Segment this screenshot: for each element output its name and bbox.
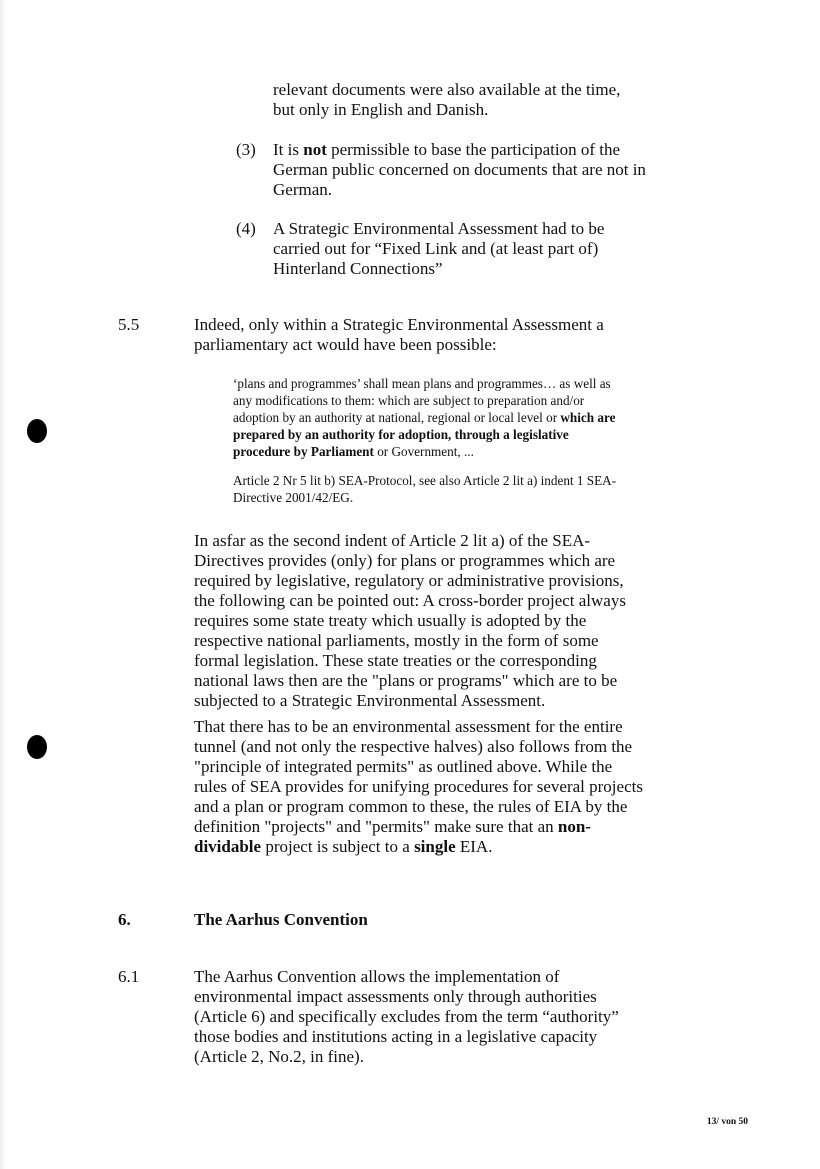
emphasis-bold: non-dividable	[194, 817, 591, 856]
page-number: 13/ von 50	[706, 1117, 748, 1127]
punch-hole-lower	[27, 735, 47, 759]
block-quote: ‘plans and programmes’ shall mean plans and programmes… as well as any modifications to them: which are subject to preparation and/or adoption by an authority at national, regional or local level or which are prepared by an authority for adoption, through a legislative procedure by Parliament or Government, ...	[233, 376, 616, 459]
quote-bold-text: which are prepared by an authority for adoption, through a legislative procedure by Parliament	[233, 410, 616, 459]
section-number: 6.	[118, 910, 131, 929]
list-item-text: It is not permissible to base the participation of the German public concerned on documents that are not in German.	[273, 140, 646, 199]
emphasis-bold: not	[303, 140, 327, 159]
body-paragraph: In asfar as the second indent of Article 2 lit a) of the SEA-Directives provides (only) for plans or programmes which are required by legislative, regulatory or administrative provisions, the following can be pointed out: A cross-border project always requires some state treaty which usually is adopted by the respective national parliaments, mostly in the form of some formal legislation. These state treaties or the corresponding national laws then are the "plans or programs" which are to be subjected to a Strategic Environmental Assessment.	[194, 531, 626, 710]
section-heading: The Aarhus Convention	[194, 910, 368, 929]
list-item-text: A Strategic Environmental Assessment had to be carried out for “Fixed Link and (at least part of) Hinterland Connections”	[273, 219, 605, 278]
list-item-continuation: relevant documents were also available at the time, but only in English and Danish.	[273, 80, 621, 119]
list-item-marker: (4)	[236, 219, 256, 238]
body-paragraph: That there has to be an environmental assessment for the entire tunnel (and not only the respective halves) also follows from the "principle of integrated permits" as outlined above. While the rules of SEA provides for unifying procedures for several projects and a plan or program common to these, the rules of EIA by the definition "projects" and "permits" make sure that an non-dividable project is subject to a single EIA.	[194, 717, 643, 856]
section-number: 5.5	[118, 315, 140, 334]
emphasis-bold: single	[414, 837, 456, 856]
section-intro: Indeed, only within a Strategic Environmental Assessment a parliamentary act would have been possible:	[194, 315, 604, 354]
quote-citation: Article 2 Nr 5 lit b) SEA-Protocol, see also Article 2 lit a) indent 1 SEA-Directive 2001/42/EG.	[233, 473, 617, 505]
punch-hole-upper	[27, 419, 47, 443]
section-number: 6.1	[118, 967, 140, 986]
list-item-marker: (3)	[236, 140, 256, 159]
scan-edge-shadow	[0, 0, 6, 1169]
body-paragraph: The Aarhus Convention allows the implementation of environmental impact assessments only through authorities (Article 6) and specifically excludes from the term “authority” those bodies and institutions acting in a legislative capacity (Article 2, No.2, in fine).	[194, 967, 619, 1066]
